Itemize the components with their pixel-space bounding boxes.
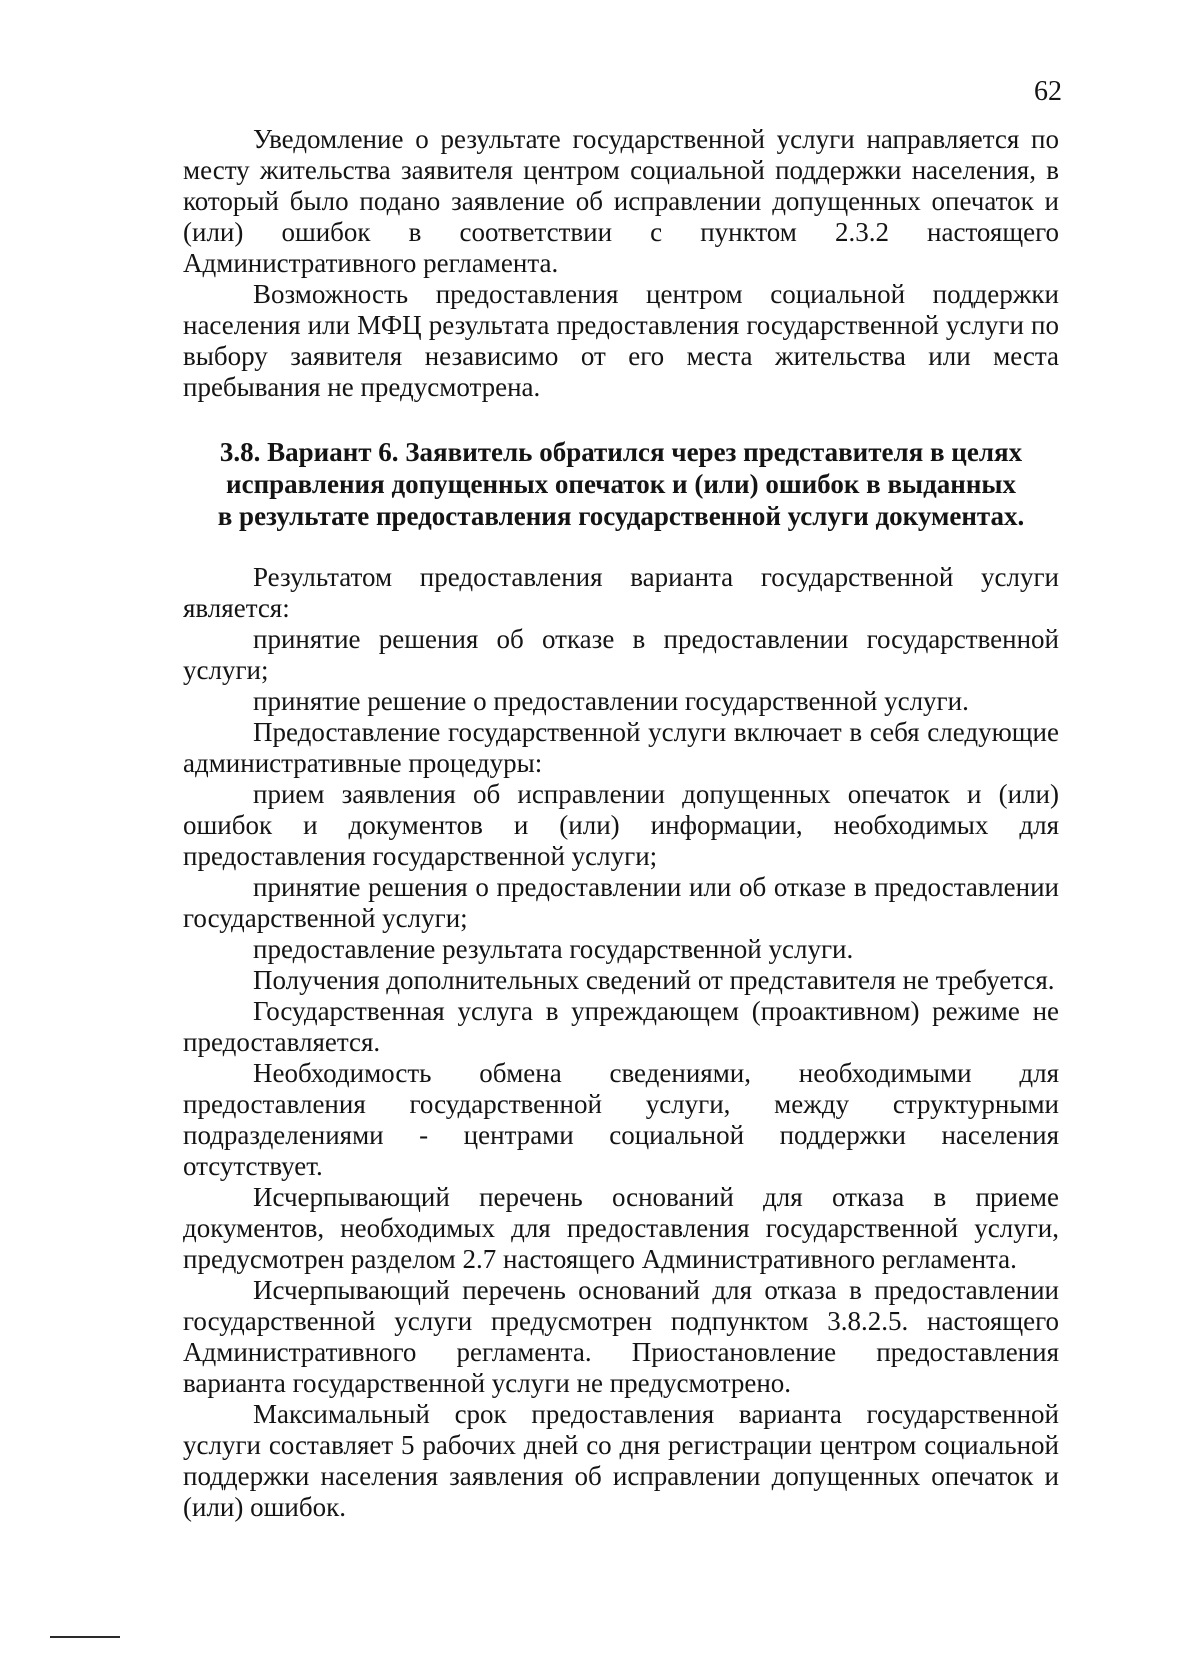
intro-block <box>183 124 1059 403</box>
paragraph-procedures-intro: Предоставление государственной услуги включает в себя следующие административные процедуры: <box>183 717 1059 778</box>
paragraph-result-intro: Результатом предоставления варианта государственной услуги является: <box>183 562 1059 623</box>
section-heading-line: исправления допущенных опечаток и (или) ошибок в выданных <box>226 469 1016 499</box>
paragraph-notification: Уведомление о результате государственной услуги направляется по месту жительства заявителя центром социальной поддержки населения, в который было подано заявление об исправлении допущенных опечаток и (или) ошибок в соответствии с пунктом 2.3.2 настоящего Административного регламента. <box>183 124 1059 278</box>
footer-rule <box>50 1636 120 1638</box>
section-heading-line: 3.8. Вариант 6. Заявитель обратился через представителя в целях <box>219 437 1023 467</box>
section-heading-line: в результате предоставления государственной услуги документах. <box>217 501 1025 531</box>
paragraph-result-refusal: принятие решения об отказе в предоставлении государственной услуги; <box>183 624 1059 685</box>
paragraph-possibility: Возможность предоставления центром социальной поддержки населения или МФЦ результата предоставления государственной услуги по выбору заявителя независимо от его места жительства или места пребывания не предусмотрена. <box>183 279 1059 402</box>
paragraph-data-exchange: Необходимость обмена сведениями, необходимыми для предоставления государственной услуги, между структурными подразделениями - центрами социальной поддержки населения отсутствует. <box>183 1058 1059 1181</box>
paragraph-max-term: Максимальный срок предоставления варианта государственной услуги составляет 5 рабочих дней со дня регистрации центром социальной поддержки населения заявления об исправлении допущенных опечаток и (или) ошибок. <box>183 1399 1059 1522</box>
paragraph-provision-refusal-grounds: Исчерпывающий перечень оснований для отказа в предоставлении государственной услуги предусмотрен подпунктом 3.8.2.5. настоящего Административного регламента. Приостановление предоставления варианта государственной услуги не предусмотрено. <box>183 1275 1059 1398</box>
section-heading <box>183 436 1059 532</box>
section-body <box>183 562 1059 1523</box>
paragraph-proactive-mode: Государственная услуга в упреждающем (проактивном) режиме не предоставляется. <box>183 996 1059 1057</box>
paragraph-procedure-result: предоставление результата государственной услуги. <box>253 934 854 964</box>
page-number: 62 <box>1034 76 1062 107</box>
paragraph-result-grant: принятие решение о предоставлении государственной услуги. <box>253 686 969 716</box>
paragraph-procedure-decision: принятие решения о предоставлении или об отказе в предоставлении государственной услуги; <box>183 872 1059 933</box>
paragraph-additional-info: Получения дополнительных сведений от представителя не требуется. <box>253 965 1055 995</box>
paragraph-procedure-reception: прием заявления об исправлении допущенных опечаток и (или) ошибок и документов и (или) информации, необходимых для предоставления государственной услуги; <box>183 779 1059 871</box>
paragraph-reception-refusal-grounds: Исчерпывающий перечень оснований для отказа в приеме документов, необходимых для предоставления государственной услуги, предусмотрен разделом 2.7 настоящего Административного регламента. <box>183 1182 1059 1274</box>
